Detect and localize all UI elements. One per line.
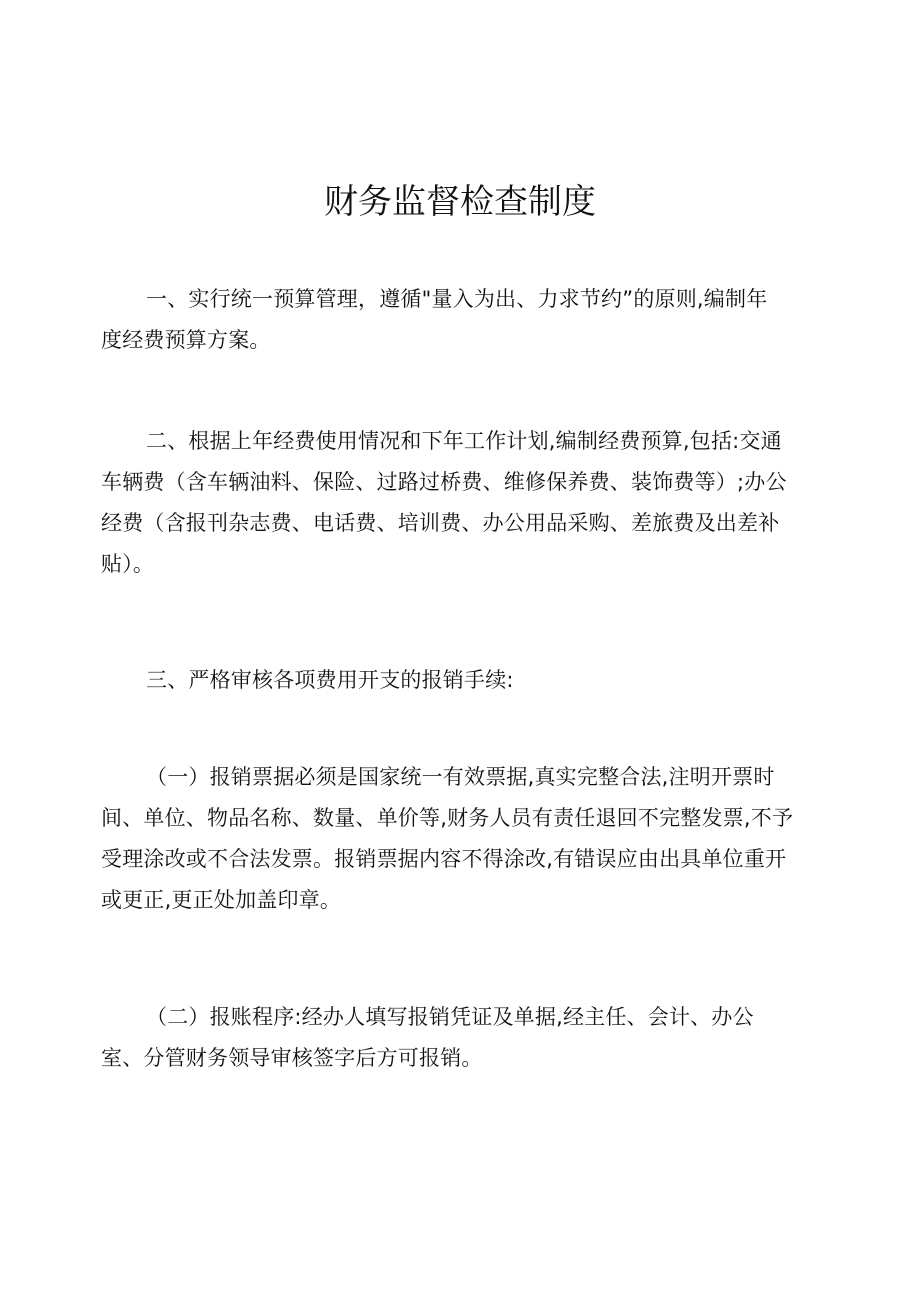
paragraph-reimbursement-review — [101, 660, 806, 701]
paragraph-line: 间、单位、物品名称、数量、单价等,财务人员有责任退回不完整发票,不予 — [101, 806, 794, 830]
paragraph-line: 受理涂改或不合法发票。报销票据内容不得涂改,有错误应由出具单位重开 — [101, 847, 787, 871]
paragraph-line: 车辆费（含车辆油料、保险、过路过桥费、维修保养费、装饰费等）;办公 — [101, 470, 787, 494]
document-title: 财务监督检查制度 — [324, 182, 596, 222]
paragraph-line: （二）报账程序:经办人填写报销凭证及单据,经主任、会计、办公 — [146, 1005, 754, 1029]
paragraph-line: 或更正,更正处加盖印章。 — [101, 888, 342, 912]
paragraph-line: 一、实行统一预算管理，遵循"量入为出、力求节约”的原则,编制年 — [146, 287, 768, 311]
paragraph-line: 二、根据上年经费使用情况和下年工作计划,编制经费预算,包括:交通 — [146, 429, 782, 453]
paragraph-line: （一）报销票据必须是国家统一有效票据,真实完整合法,注明开票时 — [146, 765, 775, 789]
paragraph-line: 贴）。 — [101, 552, 155, 576]
paragraph-budget-management — [101, 279, 806, 361]
paragraph-line: 经费（含报刊杂志费、电话费、培训费、办公用品采购、差旅费及出差补 — [101, 511, 780, 535]
paragraph-budget-plan — [101, 421, 806, 585]
paragraph-line: 三、严格审核各项费用开支的报销手续: — [146, 668, 514, 692]
paragraph-line: 度经费预算方案。 — [101, 328, 271, 352]
paragraph-line: 室、分管财务领导审核签字后方可报销。 — [101, 1046, 483, 1070]
paragraph-invoice-requirements — [101, 757, 806, 921]
paragraph-reimbursement-procedure — [101, 997, 806, 1079]
